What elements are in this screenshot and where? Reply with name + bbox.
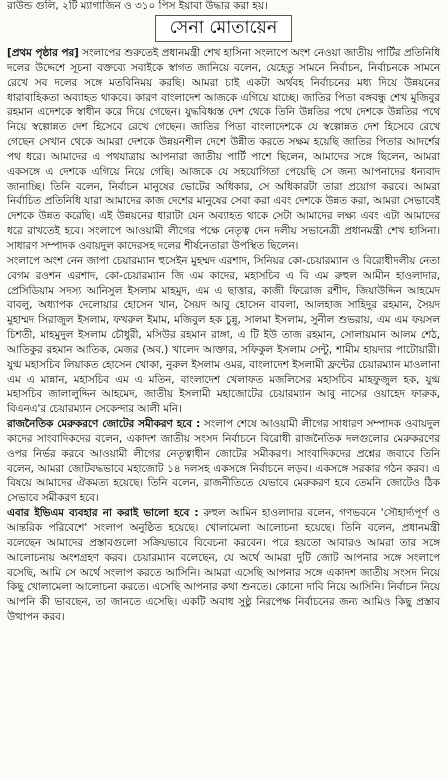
- paragraph-3: [7, 417, 440, 506]
- paragraph-2: [7, 254, 440, 417]
- subheading-alliance: রাজনৈতিক মেরুকরণে জোটের সমীকরণ হবে :: [7, 418, 201, 431]
- paragraph-4-text: রুহুল আমিন হাওলাদার বলেন, গণভবনে 'সৌহার্দ্যপূর্ণ ও আন্তরিক পরিবেশে' সংলাপ অনুষ্ঠিত হয়েছে। খোলামেলা আলোচনা হয়েছে। তিনি বলেন, প্রধানমন্ত্রী বলেছেন আমাদের প্রস্তাবগুলো সক্রিয়ভাবে বিবেচনা করবেন। পরে হয়তো আবারও আমরা তার সঙ্গে আলোচনায় অংশগ্রহণ করব। চেয়ারম্যান বলেছেন, যে অর্থে আমরা দুটি জোট আপনার সঙ্গে সংলাপে বসেছি, আমি সে অর্থে সংলাপ করতে আসিনি। আমরা এসেছি আপনার সঙ্গে একাদশ জাতীয় সংসদ নিয়ে কিছু খোলামেলা আলোচনা করতে। এসেছি আপনার কথা শুনতে। কোনো দাবি নিয়ে আসিনি। নির্বাচন নিয়ে আপনি কী ভাবছেন, তা জানতে এসেছি। একটি অবাধ সুষ্ঠু নিরপেক্ষ নির্বাচনের জন্য আমিও কিছু প্রস্তাব উত্থাপন করব।: [7, 507, 440, 624]
- subheading-evm: এবার ইভিএম ব্যবহার না করাই ভালো হবে :: [7, 507, 199, 520]
- continuation-tag: [প্রথম পৃষ্ঠার পর]: [7, 47, 79, 59]
- article-headline: সেনা মোতায়েন: [155, 15, 293, 42]
- previous-article-tail: রাউন্ড গুলি, ২টি ম্যাগাজিন ও ৩১০ পিস ইয়াবা উদ্ধার করা হয়।: [7, 0, 268, 12]
- paragraph-1: [7, 46, 440, 254]
- paragraph-3-text: সংলাপ শেষে আওয়ামী লীগের সাধারণ সম্পাদক ওবায়দুল কাদের সাংবাদিকদের বলেন, একাদশ জাতীয় সংসদ নির্বাচনে বিরোধী রাজনৈতিক দলগুলোর মেরুকরণের ওপর নির্ভর করবে আওয়ামী লীগের নেতৃত্বাধীন জোটের সমীকরণ। সাংবাদিকদের প্রশ্নের জবাবে তিনি বলেন, আমরা জোটবদ্ধভাবে মহাজোট ১৪ দলসহ একসঙ্গে নির্বাচনে লড়ব। একসঙ্গে সরকার গঠন করব। এ বিষয়ে আমাদের ঐকমত্য হয়েছে। তিনি বলেন, রাজনীতিতে যেভাবে মেরুকরণ হবে তেমনি জোটেও ঠিক সেভাবে সমীকরণ হবে।: [7, 418, 440, 505]
- paragraph-1-text: সংলাপের শুরুতেই প্রধানমন্ত্রী শেখ হাসিনা সংলাপে অংশ নেওয়া জাতীয় পার্টির প্রতিনিধি দলের উদ্দেশে সূচনা বক্তব্যে সবাইকে স্বাগত জানিয়ে বলেন, যেহেতু সামনে নির্বাচন, নির্বাচনকে সামনে রেখে সব দলের সঙ্গে মতবিনিময় করছি। আমরা চাই একটা অর্থবহ নির্বাচনের মধ্য দিয়ে উন্নয়নের ধারাবাহিকতা অব্যাহত থাকবে। কারণ বাংলাদেশ আজকে এগিয়ে যাচ্ছে। জাতির পিতা বঙ্গবন্ধু শেখ মুজিবুর রহমান এদেশকে স্বাধীন করে দিয়ে গেছেন। যুদ্ধবিধ্বস্ত দেশ থেকে তিনি উন্নতির পথে দেশকে উন্নতির পথে নিয়ে স্বল্পোন্নত দেশ হিসেবে রেখে গেছেন। জাতির পিতা বাংলাদেশকে যে স্বল্পোন্নত দেশ হিসেবে রেখে গেছেন সেখান থেকে আমরা দেশকে উন্নয়নশীল দেশে উন্নীত করতে সক্ষম হয়েছি জাতির পিতার আদর্শের পথ ধরে। আমাদের এ পথযাত্রায় আপনারা জাতীয় পার্টি পাশে ছিলেন, আমাদের সঙ্গে ছিলেন, আমরা একসঙ্গে এ দেশকে এগিয়ে নিয়ে গেছি। আজকে যে সহযোগিতা পেয়েছি সে জন্য আপনাদের ধন্যবাদ জানাচ্ছি। তিনি বলেন, নির্বাচন মানুষের ভোটের অধিকার, সে অধিকারটা তারা প্রয়োগ করবে। আমরা নির্বাচিত প্রতিনিধি যারা আমাদের কাজ দেশের মানুষের সেবা করা এবং দেশকে উন্নত করা, আমরা সেভাবেই দেশকে উন্নত করেছি। এই উন্নয়নের ধারাটা যেন অব্যাহত থাকে সেটা আমাদের লক্ষ্য এবং এটা আমাদের ধরে রাখতেই হবে। সংলাপে আওয়ামী লীগের পক্ষে নেতৃত্ব দেন দলীয় সভানেত্রী প্রধানমন্ত্রী শেখ হাসিনা। সাধারণ সম্পাদক ওবায়দুল কাদেরসহ দলের শীর্ষনেতারা উপস্থিত ছিলেন।: [7, 47, 441, 252]
- headline-box: [7, 15, 440, 42]
- paragraph-4: [7, 506, 440, 625]
- paragraph-2-text: সংলাপে অংশ নেন জাপা চেয়ারম্যান হুসেইন মুহম্মদ এরশাদ, সিনিয়র কো-চেয়ারম্যান ও বিরোধীদলীয় নেতা বেগম রওশন এরশাদ, কো-চেয়ারম্যান জি এম কাদের, মহাসচিব এ বি এম রুহুল আমীন হাওলাদার, প্রেসিডিয়াম সদস্য আনিসুল ইসলাম মাহমুদ, এম এ ছাত্তার, কাজী ফিরোজ রশীদ, জিয়াউদ্দিন আহমেদ বাবলু, অধ্যাপক দেলোয়ার হোসেন খান, সৈয়দ আবু হোসেন বাবলা, আলহাজ সাহিদুর রহমান, সৈয়দ মুহাম্মদ সিরাজুল ইসলাম, ফখরুল ইমাম, মজিবুল হক চুন্নু, সালমা ইসলাম, সুনীল শুভরায়, এম এম ফয়সল চিশতী, মাহমুদুল ইসলাম চৌধুরী, মসিউর রহমান রাঙ্গা, এ টি ইউ তাজ রহমান, সোলায়মান আলম শেঠ, আতিকুর রহমান আতিক, মেজর (অব.) খালেদ আক্তার, সফিকুল ইসলাম সেন্টু, শামীম হায়দার পাটোয়ারী। যুগ্ম মহাসচিব লিয়াকত হোসেন খোকা, নুরুল ইসলাম ওমর, বাংলাদেশ ইসলামী ফ্রন্টের চেয়ারম্যান মাওলানা এম এ মান্নান, মহাসচিব এম এ মতিন, বাংলাদেশ খেলাফত মজলিসের মহাসচিব মাহফুজুল হক, যুগ্ম মহাসচিব জালালুদ্দিন আহমেদ, জাতীয় ইসলামী মহাজোটের চেয়ারম্যান আবু নাসের ওয়াহেদ ফারুক, বিএনএ'র চেয়ারম্যান সেকেন্দার আলী মনি।: [7, 254, 440, 416]
- article-body: [7, 46, 440, 625]
